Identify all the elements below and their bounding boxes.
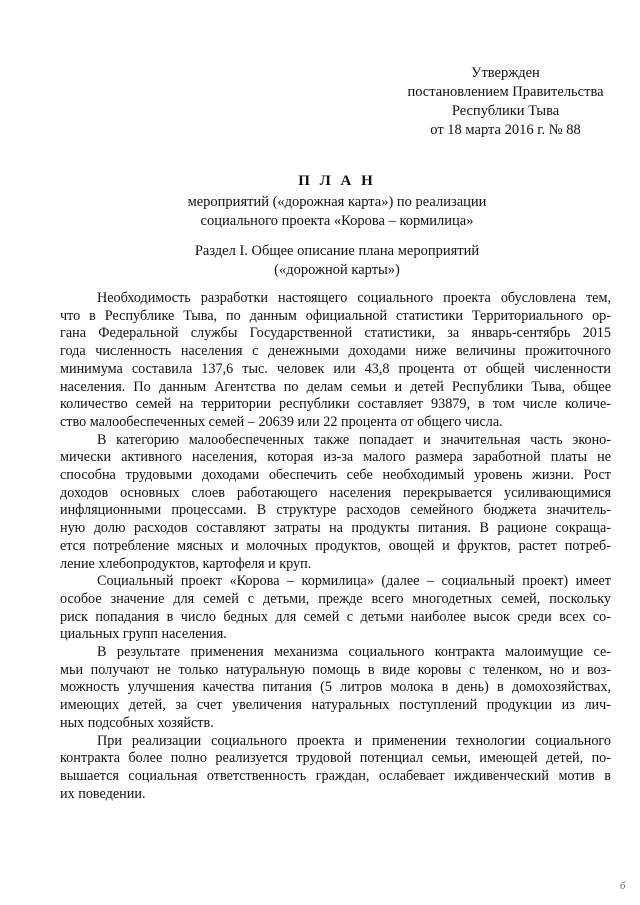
approval-line-approved: Утвержден	[471, 65, 540, 81]
paragraph-line: их поведении.	[60, 785, 146, 802]
paragraph-line: имеющих детей, за счет увеличения натуральных поступлений продукции из лич-	[60, 697, 611, 714]
paragraph-line: особое значение для семей с детьми, прежде всего многодетных семей, поскольку	[60, 590, 611, 607]
paragraph-line: года численность населения с денежными доходами ниже величины прожиточного	[60, 343, 611, 360]
document-subtitle-line-1: мероприятий («дорожная карта») по реализации	[187, 194, 487, 210]
page-mark: б	[620, 880, 626, 892]
approval-line-republic: Республики Тыва	[451, 103, 560, 119]
document-title: П Л А Н	[298, 173, 376, 189]
paragraph-line: минимума составила 137,6 тыс. человек или 43,8 процента от общей численности	[60, 360, 611, 377]
paragraph-line: можность улучшения качества питания (5 литров молока в день) в домохозяйствах,	[60, 679, 611, 696]
approval-line-date: от 18 марта 2016 г. № 88	[430, 122, 581, 138]
paragraph-line: риск попадания в число бедных для семей с детьми наиболее высок среди всех со-	[60, 608, 611, 625]
paragraph-line: ется потребление мясных и молочных продуктов, овощей и фруктов, растет потреб-	[60, 537, 611, 554]
paragraph-line: количество семей на территории республики составляет 93879, в том числе количе-	[60, 396, 611, 413]
document-subtitle-line-2: социального проекта «Корова – кормилица»	[200, 213, 474, 229]
paragraph-line: гана Федеральной службы Государственной статистики, за январь-сентябрь 2015	[60, 325, 611, 342]
paragraph-line: населения. По данным Агентства по делам семьи и детей Республики Тыва, общее	[60, 378, 611, 395]
section-heading-line-2: («дорожной карты»)	[274, 262, 400, 278]
paragraph-line: вышается социальная ответственность граждан, ослабевает иждивенческий мотив в	[60, 767, 611, 784]
paragraph-line: контракта более полно реализуется трудовой потенциал семьи, имеющей детей, по-	[60, 750, 611, 767]
document-title-block	[60, 172, 614, 231]
paragraph	[60, 573, 611, 644]
paragraph	[60, 290, 611, 432]
paragraph-line: ство малообеспеченных семей – 20639 или 22 процента от общего числа.	[60, 413, 503, 430]
approval-line-resolution: постановлением Правительства	[407, 84, 604, 100]
paragraph-line: способна трудовыми доходами обеспечить себе необходимый уровень жизни. Рост	[60, 467, 611, 484]
section-heading	[60, 242, 614, 280]
paragraph-line: мьи получают не только натуральную помощь в виде коровы с теленком, но и воз-	[60, 661, 611, 678]
paragraph-line: При реализации социального проекта и применении технологии социального	[97, 732, 611, 749]
paragraph-line: циальных групп населения.	[60, 626, 227, 643]
paragraph-line: мически активного населения, которая из-за малого размера заработной платы не	[60, 449, 611, 466]
paragraph	[60, 644, 611, 733]
paragraph-line: ных подсобных хозяйств.	[60, 714, 214, 731]
paragraph-line: В категорию малообеспеченных также попадает и значительная часть эконо-	[97, 431, 611, 448]
paragraph-line: доходов основных слоев работающего населения перекрывается усиливающимися	[60, 484, 611, 501]
paragraph-line: Необходимость разработки настоящего социального проекта обусловлена тем,	[97, 290, 611, 306]
paragraph-line: инфляционными процессами. В структуре расходов семейного бюджета значитель-	[60, 502, 611, 519]
paragraph-line: Социальный проект «Корова – кормилица» (далее – социальный проект) имеет	[97, 573, 611, 590]
paragraph-line: В результате применения механизма социального контракта малоимущие се-	[97, 644, 611, 661]
approval-block	[398, 64, 613, 140]
paragraph-line: что в Республике Тыва, по данным официальной статистики Территориального ор-	[60, 307, 611, 324]
paragraph-line: ление хлебопродуктов, картофеля и круп.	[60, 555, 312, 572]
paragraph	[60, 432, 611, 574]
paragraph-line: ную долю расходов составляют затраты на продукты питания. В рационе сокраща-	[60, 520, 611, 537]
section-heading-line-1: Раздел I. Общее описание плана мероприятий	[194, 243, 480, 259]
paragraph	[60, 733, 611, 804]
body-text	[60, 290, 611, 803]
